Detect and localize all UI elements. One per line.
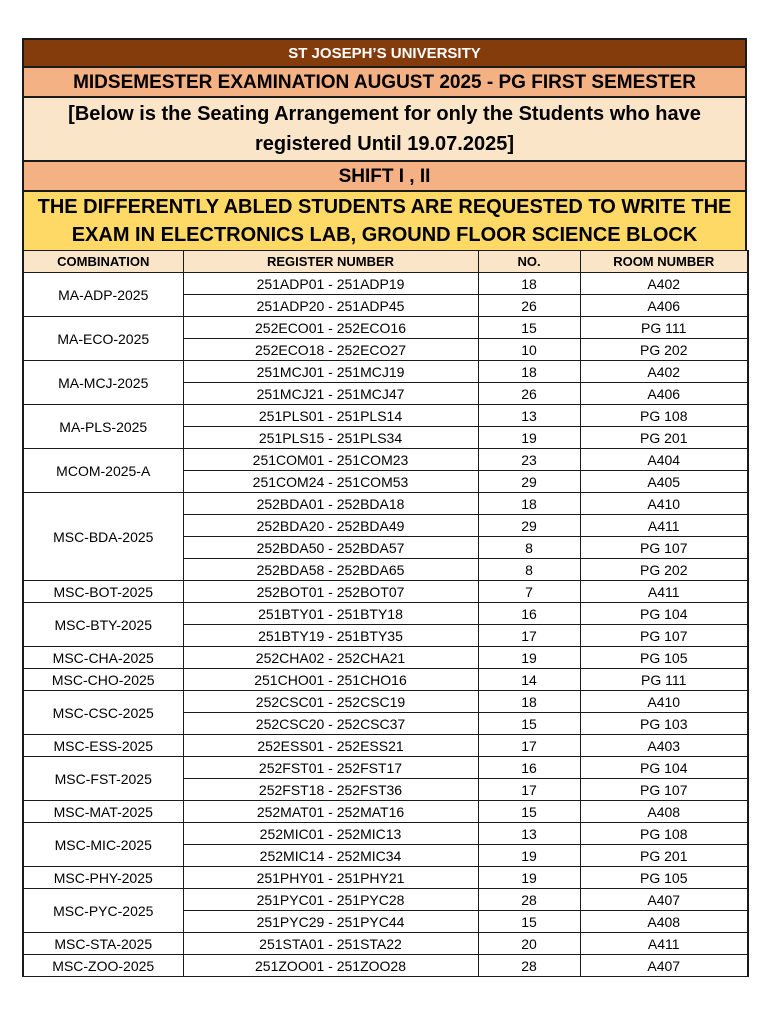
count-cell: 10 [478, 339, 580, 361]
register-number-cell: 252BDA01 - 252BDA18 [183, 493, 478, 515]
room-number-cell: A407 [580, 889, 748, 911]
combination-cell: MA-PLS-2025 [23, 405, 183, 449]
count-cell: 15 [478, 713, 580, 735]
table-header-row [23, 251, 748, 273]
combination-cell: MCOM-2025-A [23, 449, 183, 493]
register-number-cell: 251BTY01 - 251BTY18 [183, 603, 478, 625]
table-row [23, 581, 748, 603]
room-number-cell: PG 201 [580, 427, 748, 449]
count-cell: 16 [478, 603, 580, 625]
count-cell: 18 [478, 493, 580, 515]
room-number-cell: PG 107 [580, 779, 748, 801]
combination-cell: MSC-BDA-2025 [23, 493, 183, 581]
table-row [23, 801, 748, 823]
table-row [23, 933, 748, 955]
count-cell: 8 [478, 537, 580, 559]
table-row [23, 405, 748, 427]
university-title: ST JOSEPH’S UNIVERSITY [22, 38, 747, 66]
room-number-cell: A411 [580, 933, 748, 955]
room-number-cell: A408 [580, 911, 748, 933]
register-number-cell: 251PLS01 - 251PLS14 [183, 405, 478, 427]
combination-cell: MSC-PYC-2025 [23, 889, 183, 933]
count-cell: 28 [478, 889, 580, 911]
register-number-cell: 251ADP01 - 251ADP19 [183, 273, 478, 295]
room-number-cell: A406 [580, 383, 748, 405]
count-cell: 17 [478, 735, 580, 757]
register-number-cell: 251MCJ01 - 251MCJ19 [183, 361, 478, 383]
combination-cell: MA-ADP-2025 [23, 273, 183, 317]
table-row [23, 735, 748, 757]
count-cell: 17 [478, 779, 580, 801]
room-number-cell: A411 [580, 581, 748, 603]
register-number-cell: 252BDA50 - 252BDA57 [183, 537, 478, 559]
count-cell: 18 [478, 361, 580, 383]
room-number-cell: PG 105 [580, 647, 748, 669]
combination-cell: MSC-ESS-2025 [23, 735, 183, 757]
room-number-cell: PG 104 [580, 603, 748, 625]
register-number-cell: 252CHA02 - 252CHA21 [183, 647, 478, 669]
register-number-cell: 251ZOO01 - 251ZOO28 [183, 955, 478, 977]
seating-sheet [22, 38, 747, 977]
room-number-cell: PG 202 [580, 559, 748, 581]
room-number-cell: PG 108 [580, 823, 748, 845]
register-number-cell: 251STA01 - 251STA22 [183, 933, 478, 955]
count-cell: 15 [478, 801, 580, 823]
count-cell: 15 [478, 911, 580, 933]
count-cell: 20 [478, 933, 580, 955]
combination-cell: MSC-PHY-2025 [23, 867, 183, 889]
register-number-cell: 252ECO01 - 252ECO16 [183, 317, 478, 339]
count-cell: 23 [478, 449, 580, 471]
registration-note: [Below is the Seating Arrangement for only the Students who have registered Until 19.07.2025] [22, 96, 747, 160]
table-row [23, 823, 748, 845]
register-number-cell: 251PYC29 - 251PYC44 [183, 911, 478, 933]
room-number-cell: A407 [580, 955, 748, 977]
room-number-cell: PG 201 [580, 845, 748, 867]
count-cell: 26 [478, 383, 580, 405]
count-cell: 26 [478, 295, 580, 317]
table-row [23, 603, 748, 625]
register-number-cell: 252ECO18 - 252ECO27 [183, 339, 478, 361]
count-cell: 19 [478, 427, 580, 449]
count-cell: 13 [478, 405, 580, 427]
register-number-cell: 252BOT01 - 252BOT07 [183, 581, 478, 603]
register-number-cell: 252MIC01 - 252MIC13 [183, 823, 478, 845]
table-row [23, 691, 748, 713]
room-number-cell: A404 [580, 449, 748, 471]
combination-cell: MSC-MIC-2025 [23, 823, 183, 867]
room-number-cell: A410 [580, 493, 748, 515]
differently-abled-notice: THE DIFFERENTLY ABLED STUDENTS ARE REQUESTED TO WRITE THE EXAM IN ELECTRONICS LAB, GROUND FLOOR SCIENCE BLOCK [22, 190, 747, 250]
room-number-cell: PG 107 [580, 537, 748, 559]
room-number-cell: A410 [580, 691, 748, 713]
room-number-cell: A408 [580, 801, 748, 823]
header-combination: COMBINATION [23, 251, 183, 273]
room-number-cell: PG 107 [580, 625, 748, 647]
register-number-cell: 251PYC01 - 251PYC28 [183, 889, 478, 911]
combination-cell: MSC-CHA-2025 [23, 647, 183, 669]
table-row [23, 669, 748, 691]
header-register-number: REGISTER NUMBER [183, 251, 478, 273]
register-number-cell: 252MAT01 - 252MAT16 [183, 801, 478, 823]
exam-title: MIDSEMESTER EXAMINATION AUGUST 2025 - PG FIRST SEMESTER [22, 66, 747, 96]
register-number-cell: 251PLS15 - 251PLS34 [183, 427, 478, 449]
count-cell: 28 [478, 955, 580, 977]
table-row [23, 317, 748, 339]
count-cell: 29 [478, 471, 580, 493]
register-number-cell: 252FST18 - 252FST36 [183, 779, 478, 801]
room-number-cell: A406 [580, 295, 748, 317]
count-cell: 14 [478, 669, 580, 691]
register-number-cell: 251COM01 - 251COM23 [183, 449, 478, 471]
table-row [23, 273, 748, 295]
room-number-cell: PG 202 [580, 339, 748, 361]
table-row [23, 449, 748, 471]
count-cell: 7 [478, 581, 580, 603]
room-number-cell: PG 111 [580, 317, 748, 339]
count-cell: 15 [478, 317, 580, 339]
room-number-cell: PG 111 [580, 669, 748, 691]
room-number-cell: PG 104 [580, 757, 748, 779]
register-number-cell: 251PHY01 - 251PHY21 [183, 867, 478, 889]
room-number-cell: A405 [580, 471, 748, 493]
count-cell: 19 [478, 647, 580, 669]
combination-cell: MSC-CSC-2025 [23, 691, 183, 735]
count-cell: 8 [478, 559, 580, 581]
count-cell: 19 [478, 845, 580, 867]
shift-label: SHIFT I , II [22, 160, 747, 190]
register-number-cell: 251MCJ21 - 251MCJ47 [183, 383, 478, 405]
combination-cell: MSC-BTY-2025 [23, 603, 183, 647]
combination-cell: MSC-MAT-2025 [23, 801, 183, 823]
table-row [23, 361, 748, 383]
combination-cell: MSC-ZOO-2025 [23, 955, 183, 977]
table-row [23, 867, 748, 889]
combination-cell: MSC-BOT-2025 [23, 581, 183, 603]
register-number-cell: 252BDA20 - 252BDA49 [183, 515, 478, 537]
register-number-cell: 252CSC01 - 252CSC19 [183, 691, 478, 713]
count-cell: 16 [478, 757, 580, 779]
register-number-cell: 252MIC14 - 252MIC34 [183, 845, 478, 867]
count-cell: 17 [478, 625, 580, 647]
seating-table [22, 250, 749, 977]
count-cell: 29 [478, 515, 580, 537]
register-number-cell: 251CHO01 - 251CHO16 [183, 669, 478, 691]
register-number-cell: 252FST01 - 252FST17 [183, 757, 478, 779]
room-number-cell: A403 [580, 735, 748, 757]
room-number-cell: A402 [580, 273, 748, 295]
register-number-cell: 252BDA58 - 252BDA65 [183, 559, 478, 581]
header-room-number: ROOM NUMBER [580, 251, 748, 273]
combination-cell: MSC-STA-2025 [23, 933, 183, 955]
register-number-cell: 251ADP20 - 251ADP45 [183, 295, 478, 317]
table-body [23, 273, 748, 977]
room-number-cell: A411 [580, 515, 748, 537]
register-number-cell: 251COM24 - 251COM53 [183, 471, 478, 493]
count-cell: 18 [478, 273, 580, 295]
combination-cell: MA-MCJ-2025 [23, 361, 183, 405]
table-row [23, 889, 748, 911]
table-row [23, 955, 748, 977]
register-number-cell: 251BTY19 - 251BTY35 [183, 625, 478, 647]
register-number-cell: 252CSC20 - 252CSC37 [183, 713, 478, 735]
combination-cell: MSC-FST-2025 [23, 757, 183, 801]
count-cell: 13 [478, 823, 580, 845]
count-cell: 19 [478, 867, 580, 889]
header-count: NO. [478, 251, 580, 273]
table-row [23, 757, 748, 779]
count-cell: 18 [478, 691, 580, 713]
register-number-cell: 252ESS01 - 252ESS21 [183, 735, 478, 757]
combination-cell: MSC-CHO-2025 [23, 669, 183, 691]
room-number-cell: PG 105 [580, 867, 748, 889]
room-number-cell: PG 108 [580, 405, 748, 427]
table-row [23, 493, 748, 515]
combination-cell: MA-ECO-2025 [23, 317, 183, 361]
room-number-cell: A402 [580, 361, 748, 383]
room-number-cell: PG 103 [580, 713, 748, 735]
table-row [23, 647, 748, 669]
